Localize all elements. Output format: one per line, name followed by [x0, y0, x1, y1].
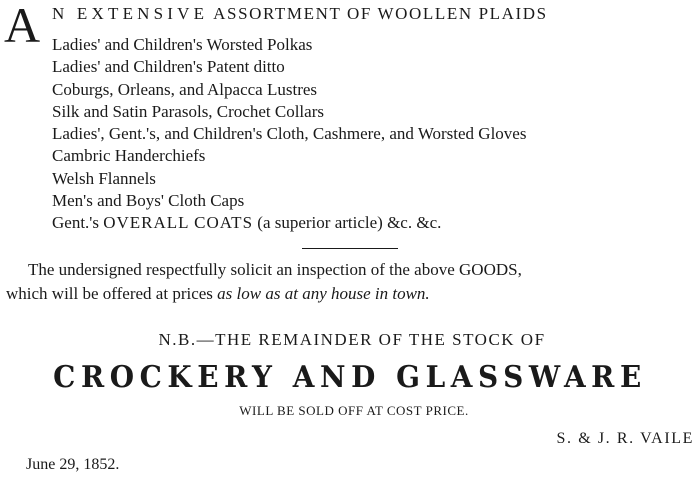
item-caps: OVERALL COATS	[103, 213, 254, 233]
inspection-notice	[6, 258, 696, 306]
cost-price-line: WILL BE SOLD OFF AT COST PRICE.	[239, 403, 469, 418]
signature: S. & J. R. VAILE	[556, 430, 694, 447]
notice-line-2	[6, 282, 696, 306]
item-prefix: Gent.'s	[52, 213, 99, 233]
notice-plain-text: which will be offered at prices	[6, 284, 213, 303]
goods-list	[52, 34, 526, 235]
list-item: Ladies' and Children's Worsted Polkas	[52, 35, 313, 54]
crockery-headline: CROCKERY AND GLASSWARE	[53, 360, 647, 395]
list-item: Coburgs, Orleans, and Alpacca Lustres	[52, 79, 318, 99]
list-item-overall-coats	[52, 212, 526, 234]
list-item: Men's and Boys' Cloth Caps	[52, 191, 245, 211]
nb-line: N.B.—THE REMAINDER OF THE STOCK OF	[158, 330, 546, 349]
date-line: June 29, 1852.	[26, 456, 120, 473]
drop-cap: A	[4, 0, 41, 53]
notice-italic-text: as low as at any house in town.	[217, 284, 430, 303]
list-item: Cambric Handerchiefs	[52, 146, 206, 166]
heading-rest: ASSORTMENT OF WOOLLEN PLAIDS	[213, 4, 548, 23]
notice-line-1: The undersigned respectfully solicit an inspection of the above GOODS,	[28, 260, 522, 279]
advertisement-heading	[52, 4, 548, 24]
item-suffix: (a superior article) &c. &c.	[257, 213, 442, 233]
list-item: Ladies', Gent.'s, and Children's Cloth, Cashmere, and Worsted Gloves	[52, 124, 527, 144]
list-item: Ladies' and Children's Patent ditto	[52, 57, 285, 77]
list-item: Silk and Satin Parasols, Crochet Collars	[52, 101, 324, 121]
heading-first-word: N EXTENSIVE	[52, 4, 209, 23]
divider-rule	[302, 248, 398, 249]
list-item: Welsh Flannels	[52, 168, 156, 188]
